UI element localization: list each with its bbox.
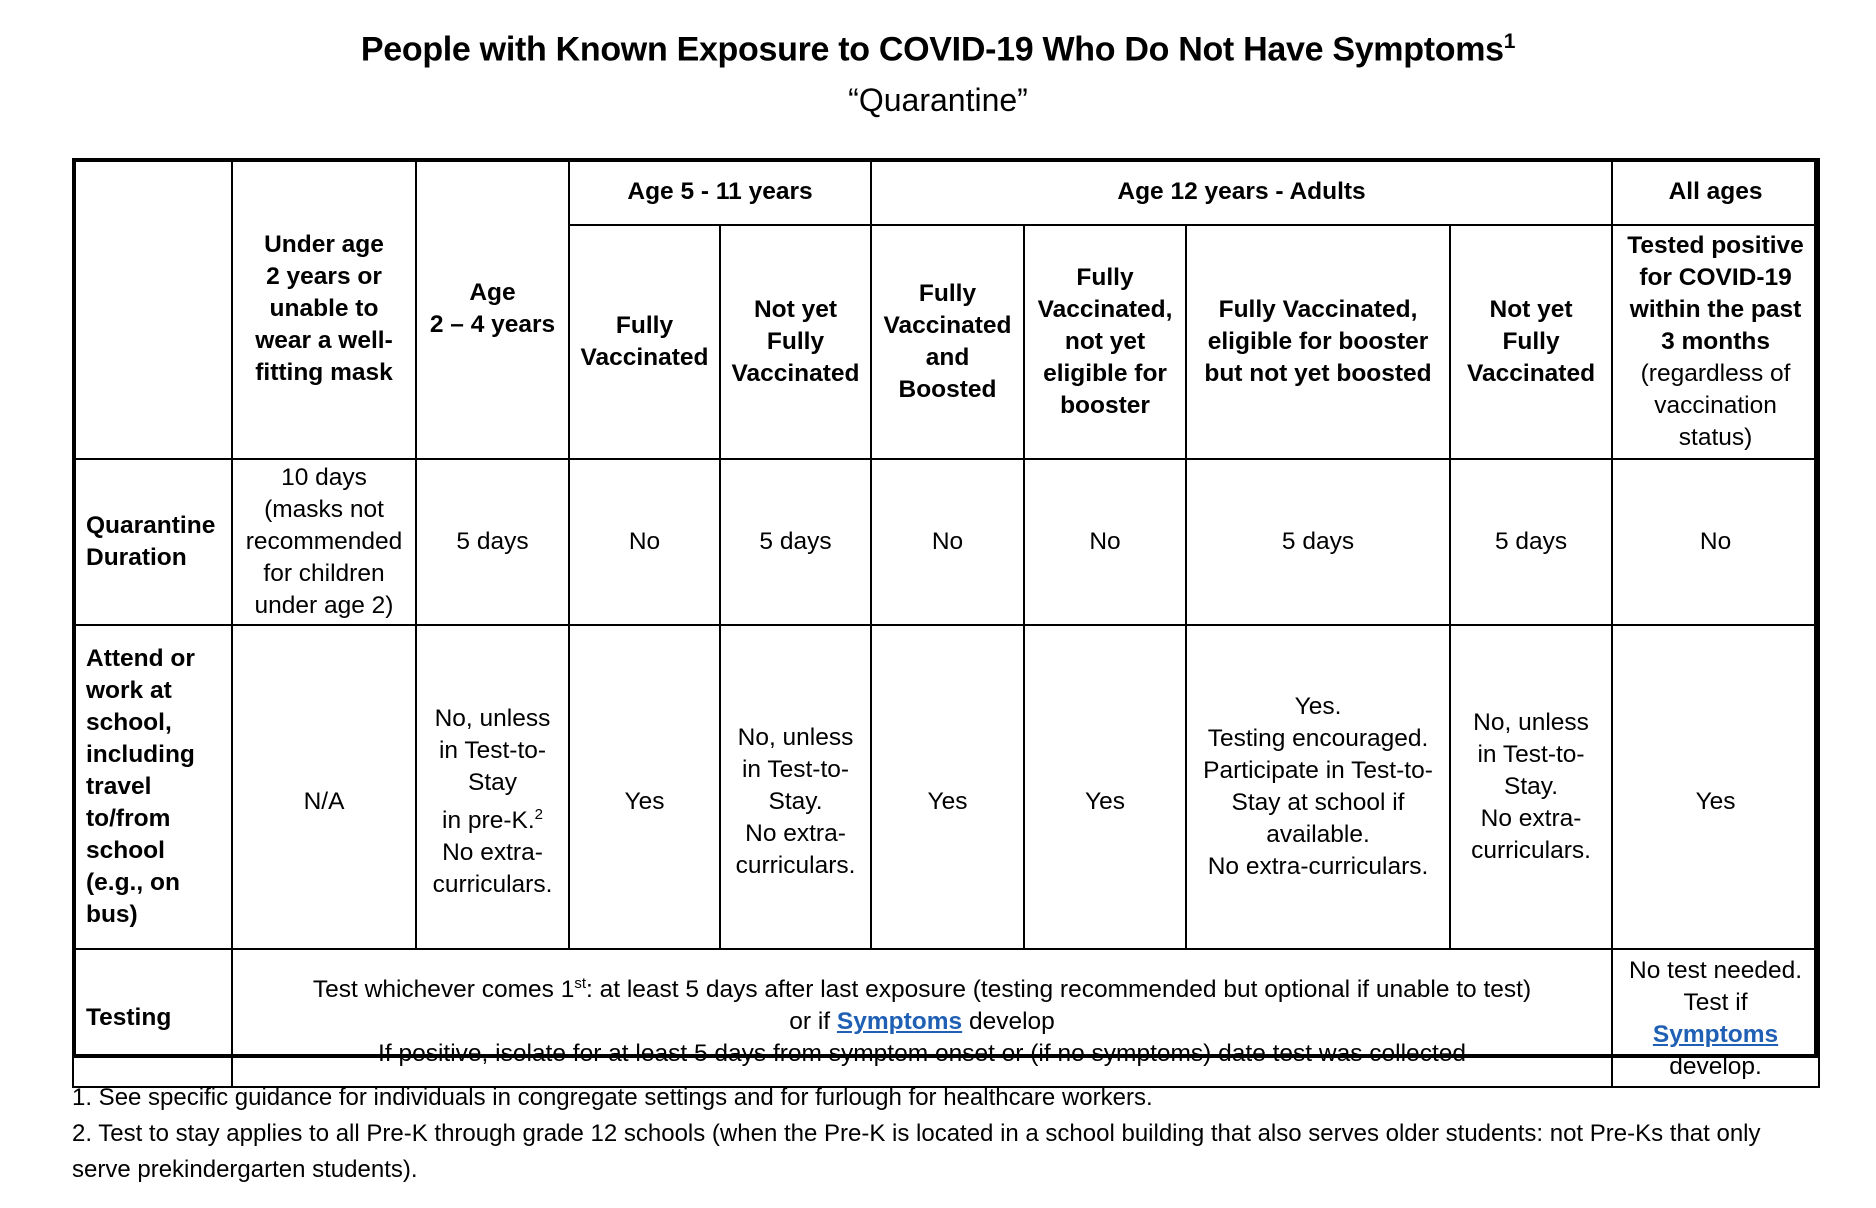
- page-title-text: People with Known Exposure to COVID-19 Who Do Not Have Symptoms: [360, 30, 1504, 69]
- row-header-quarantine-duration: Quarantine Duration: [73, 459, 232, 625]
- cell-quarantine-tested-positive: No: [1612, 459, 1819, 625]
- cell-quarantine-12-boosted: No: [871, 459, 1024, 625]
- group-header-age-12-adults: Age 12 years - Adults: [871, 159, 1612, 225]
- cell-attend-12-not-eligible: Yes: [1024, 625, 1186, 949]
- col-header-under-2: Under age 2 years or unable to wear a well- fitting mask: [232, 159, 416, 459]
- cell-quarantine-5-11-not-vaccinated: 5 days: [720, 459, 871, 625]
- corner-header-cell: [73, 159, 232, 459]
- page-subtitle: “Quarantine”: [848, 82, 1028, 118]
- cell-testing-main: [232, 949, 1612, 1087]
- footnotes: [72, 1080, 1812, 1188]
- cell-attend-12-not-vaccinated: No, unless in Test-to- Stay. No extra- curriculars.: [1450, 625, 1612, 949]
- cell-quarantine-under-2: 10 days (masks not recommended for children under age 2): [232, 459, 416, 625]
- testing-line-2: or if Symptoms develop: [789, 1008, 1055, 1036]
- table-row: [73, 459, 1819, 625]
- cell-attend-tested-positive: Yes: [1612, 625, 1819, 949]
- footnote-1: 1. See specific guidance for individuals in congregate settings and for furlough for healthcare workers.: [72, 1084, 1153, 1111]
- row-header-attend-school: Attend or work at school, including travel to/from school (e.g., on bus): [73, 625, 232, 949]
- cell-quarantine-age-2-4: 5 days: [416, 459, 569, 625]
- footnote-2: 2. Test to stay applies to all Pre-K through grade 12 schools (when the Pre-K is located in a school building that also serves older students: not Pre-Ks that only serve prekindergarten students).: [72, 1120, 1761, 1183]
- cell-attend-under-2: N/A: [232, 625, 416, 949]
- cell-attend-12-eligible: Yes. Testing encouraged. Participate in Test-to- Stay at school if available. No extra-curriculars.: [1186, 625, 1450, 949]
- quarantine-table: [72, 158, 1820, 1088]
- cell-testing-tested-positive: No test needed. Test if Symptoms develop.: [1612, 949, 1819, 1087]
- cell-attend-5-11-not-vaccinated: No, unless in Test-to- Stay. No extra- curriculars.: [720, 625, 871, 949]
- col-header-12-not-eligible: Fully Vaccinated, not yet eligible for booster: [1024, 225, 1186, 459]
- group-header-all-ages: All ages: [1612, 159, 1819, 225]
- cell-quarantine-12-not-eligible: No: [1024, 459, 1186, 625]
- row-header-testing: Testing: [73, 949, 232, 1087]
- page-title: [0, 30, 1876, 69]
- col-header-5-11-vaccinated: Fully Vaccinated: [569, 225, 720, 459]
- cell-quarantine-5-11-vaccinated: No: [569, 459, 720, 625]
- table-row: [73, 949, 1819, 1087]
- col-header-tested-positive: Tested positive for COVID-19 within the past 3 months (regardless of vaccination status): [1612, 225, 1819, 459]
- col-header-age-2-4: Age 2 – 4 years: [416, 159, 569, 459]
- col-header-12-boosted: Fully Vaccinated and Boosted: [871, 225, 1024, 459]
- symptoms-link[interactable]: Symptoms: [836, 1008, 963, 1036]
- cell-quarantine-12-eligible: 5 days: [1186, 459, 1450, 625]
- symptoms-link-all-ages[interactable]: Symptoms: [1652, 1021, 1779, 1048]
- testing-line-1: Test whichever comes 1st: at least 5 days after last exposure (testing recommended but optional if unable to test): [312, 974, 1532, 1004]
- group-header-age-5-11: Age 5 - 11 years: [569, 159, 871, 225]
- col-header-12-eligible-not-boosted: Fully Vaccinated, eligible for booster but not yet boosted: [1186, 225, 1450, 459]
- col-header-12-not-vaccinated: Not yet Fully Vaccinated: [1450, 225, 1612, 459]
- title-footnote-ref: 1: [1503, 30, 1516, 53]
- cell-attend-5-11-vaccinated: Yes: [569, 625, 720, 949]
- testing-line-3: If positive, isolate for at least 5 days from symptom onset or (if no symptoms) date test was collected: [378, 1040, 1466, 1068]
- table-row: [73, 625, 1819, 949]
- footnote-ref-2: 2: [534, 805, 543, 823]
- cell-attend-12-boosted: Yes: [871, 625, 1024, 949]
- col-header-5-11-not-vaccinated: Not yet Fully Vaccinated: [720, 225, 871, 459]
- cell-attend-age-2-4: No, unless in Test-to- Stay in pre-K.$^2$ No extra- curriculars.: [416, 625, 569, 949]
- cell-quarantine-12-not-vaccinated: 5 days: [1450, 459, 1612, 625]
